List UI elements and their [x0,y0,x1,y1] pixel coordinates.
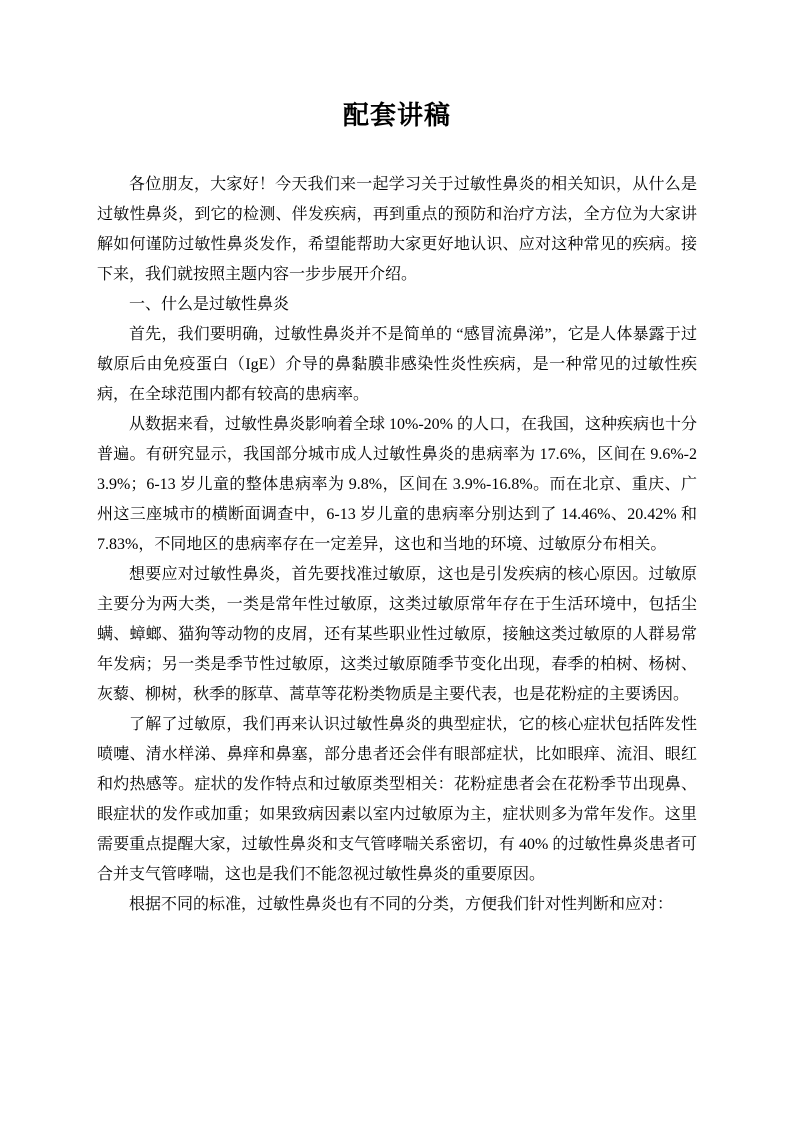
paragraph-symptoms: 了解了过敏原，我们再来认识过敏性鼻炎的典型症状，它的核心症状包括阵发性喷嚏、清水样涕、鼻痒和鼻塞，部分患者还会伴有眼部症状，比如眼痒、流泪、眼红和灼热感等。症状的发作特点和过敏原类型相关：花粉症患者会在花粉季节出现鼻、眼症状的发作或加重；如果致病因素以室内过敏原为主，症状则多为常年发作。这里需要重点提醒大家，过敏性鼻炎和支气管哮喘关系密切，有 40% 的过敏性鼻炎患者可合并支气管哮喘，这也是我们不能忽视过敏性鼻炎的重要原因。 [97,716,697,883]
document-title: 配套讲稿 [342,101,451,130]
title-spacer [97,138,697,170]
paragraph-classification-lead-in: 根据不同的标准，过敏性鼻炎也有不同的分类，方便我们针对性判断和应对： [129,896,674,913]
paragraph-intro: 各位朋友，大家好！今天我们来一起学习关于过敏性鼻炎的相关知识，从什么是过敏性鼻炎，到它的检测、伴发疾病，再到重点的预防和治疗方法，全方位为大家讲解如何谨防过敏性鼻炎发作，希望能帮助大家更好地认识、应对这种常见的疾病。接下来，我们就按照主题内容一步步展开介绍。 [97,176,697,283]
paragraph-prevalence-data: 从数据来看，过敏性鼻炎影响着全球 10%-20% 的人口，在我国，这种疾病也十分普遍。有研究显示，我国部分城市成人过敏性鼻炎的患病率为 17.6%，区间在 9.6%-23.9%；6-13 岁儿童的整体患病率为 9.8%，区间在 3.9%-16.8%。而在北京、重庆、广州这三座城市的横断面调查中，6-13 岁儿童的患病率分别达到了 14.46%、20.42% 和 7.83%，不同地区的患病率存在一定差异，这也和当地的环境、过敏原分布相关。 [97,416,697,553]
document-body [97,170,697,920]
paragraph-definition: 首先，我们要明确，过敏性鼻炎并不是简单的 “感冒流鼻涕”，它是人体暴露于过敏原后由免疫蛋白（IgE）介导的鼻黏膜非感染性炎性疾病，是一种常见的过敏性疾病，在全球范围内都有较高的患病率。 [97,326,697,403]
section-heading-what-is-allergic-rhinitis: 一、什么是过敏性鼻炎 [129,296,290,313]
paragraph-allergen-types: 想要应对过敏性鼻炎，首先要找准过敏原，这也是引发疾病的核心原因。过敏原主要分为两大类，一类是常年性过敏原，这类过敏原常年存在于生活环境中，包括尘螨、蟑螂、猫狗等动物的皮屑，还有某些职业性过敏原，接触这类过敏原的人群易常年发病；另一类是季节性过敏原，这类过敏原随季节变化出现，春季的柏树、杨树、灰藜、柳树，秋季的豚草、蒿草等花粉类物质是主要代表，也是花粉症的主要诱因。 [97,566,697,703]
